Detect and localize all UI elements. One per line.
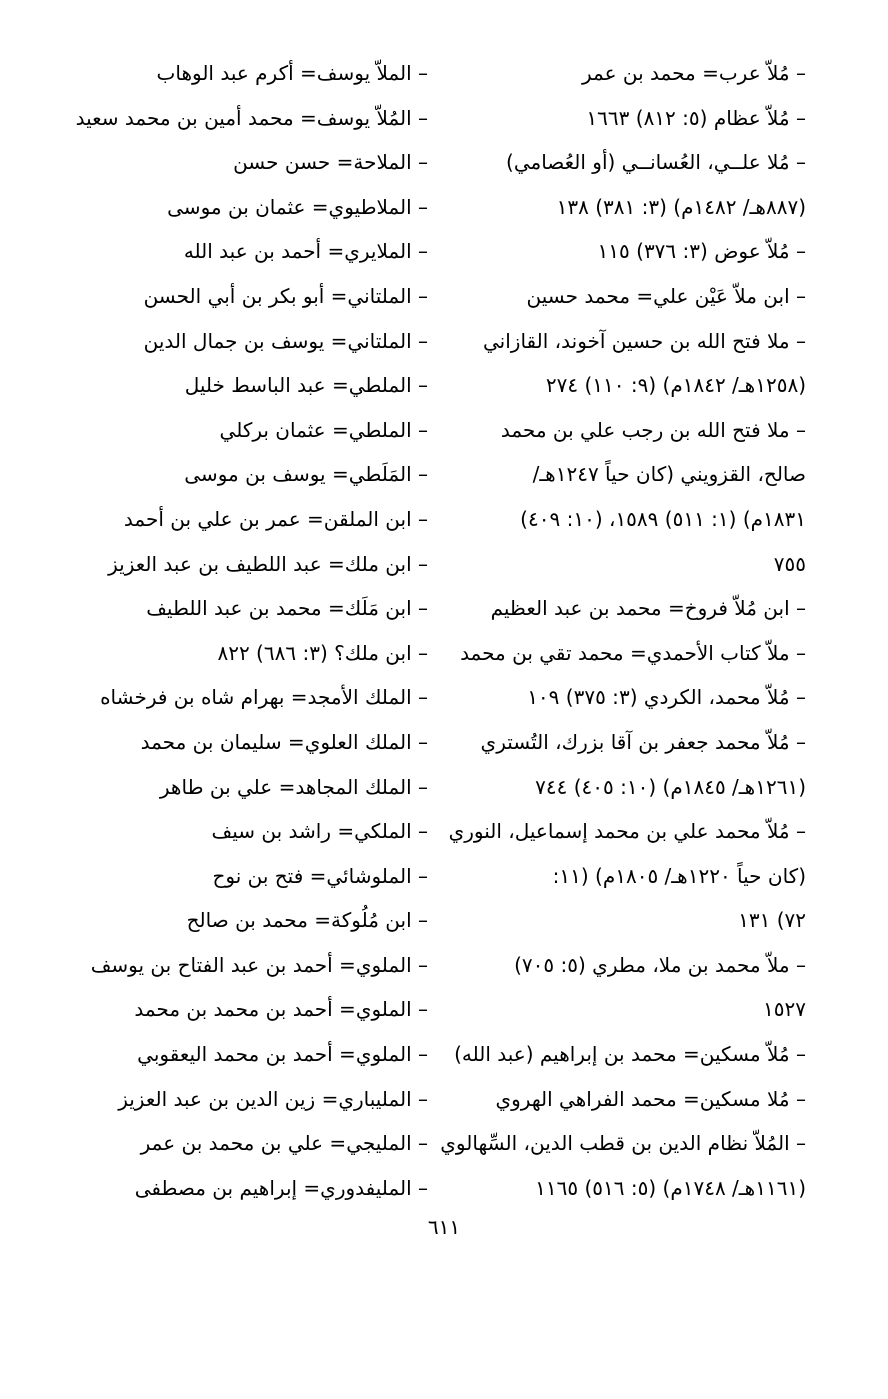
- index-entry: – مُلاّ محمد جعفر بن آقا بزرك، التُستري: [480, 729, 806, 754]
- index-entry: – ابن ملك= عبد اللطيف بن عبد العزيز: [108, 551, 428, 576]
- index-entry: – الملتاني= يوسف بن جمال الدين: [143, 328, 428, 353]
- index-entry: – الملك العلوي= سليمان بن محمد: [140, 729, 428, 754]
- index-entry: – الملك الأمجد= بهرام شاه بن فرخشاه: [100, 685, 428, 710]
- index-entry: – مُلاّ محمد، الكردي (٣: ٣٧٥) ١٠٩: [527, 685, 806, 710]
- index-entry: ٧٥٥: [773, 551, 806, 576]
- index-entry: – مُلاّ مسكين= محمد بن إبراهيم (عبد الله): [454, 1042, 806, 1067]
- index-entry: – الملطي= عبد الباسط خليل: [184, 373, 428, 398]
- index-entry: – ملاّ محمد بن ملا، مطري (٥: ٧٠٥): [514, 952, 806, 977]
- index-entry: – الملوي= أحمد بن عبد الفتاح بن يوسف: [90, 952, 428, 977]
- index-entry: ٧٢) ١٣١: [738, 908, 806, 933]
- left-column: [48, 51, 428, 1210]
- index-entry: – ابن الملقن= عمر بن علي بن أحمد: [123, 506, 428, 531]
- index-entry: – الملوي= أحمد بن محمد اليعقوبي: [137, 1042, 428, 1067]
- index-entry: – مُلاّ عوض (٣: ٣٧٦) ١١٥: [597, 239, 806, 264]
- index-entry: – مُلاّ عرب= محمد بن عمر: [582, 61, 806, 85]
- index-entry: (١٢٦١هـ/ ١٨٤٥م) (١٠: ٤٠٥) ٧٤٤: [535, 774, 806, 799]
- index-entry: – المُلاّ يوسف= محمد أمين بن محمد سعيد: [75, 105, 428, 130]
- index-entry: – الملوشائي= فتح بن نوح: [212, 863, 428, 888]
- index-entry: – الملاطيوي= عثمان بن موسى: [167, 194, 428, 219]
- index-entry: – مُلا علــي، العُسانــي (أو العُصامي): [506, 150, 806, 175]
- index-entry: ١٨٣١م) (١: ٥١١) ١٥٨٩، (١٠: ٤٠٩): [520, 506, 806, 531]
- index-entry: – ابن ملك؟ (٣: ٦٨٦) ٨٢٢: [217, 640, 428, 665]
- index-entry: صالح، القزويني (كان حياً ١٢٤٧هـ/: [532, 462, 806, 487]
- index-entry: – ابن ملاّ عَيْن علي= محمد حسين: [526, 283, 806, 308]
- index-entry: – المليفدوري= إبراهيم بن مصطفى: [134, 1175, 428, 1200]
- index-entry: – الملتاني= أبو بكر بن أبي الحسن: [143, 283, 428, 308]
- index-entry: – ملا فتح الله بن حسين آخوند، القازاني: [483, 328, 806, 353]
- index-entry: – الملايري= أحمد بن عبد الله: [183, 239, 428, 264]
- index-entry: – ملاّ كتاب الأحمدي= محمد تقي بن محمد: [460, 640, 806, 665]
- index-entry: – الملك المجاهد= علي بن طاهر: [159, 774, 428, 799]
- index-entry: – المَلَطي= يوسف بن موسى: [184, 462, 428, 487]
- index-entry: – الملوي= أحمد بن محمد بن محمد: [134, 997, 428, 1022]
- index-entry: – الملاحة= حسن حسن: [233, 150, 428, 175]
- index-entry: (١١٦١هـ/ ١٧٤٨م) (٥: ٥١٦) ١١٦٥: [535, 1175, 806, 1200]
- index-entry: – مُلاّ عظام (٥: ٨١٢) ١٦٦٣: [586, 105, 806, 130]
- index-entry: – الملكي= راشد بن سيف: [211, 819, 428, 844]
- index-entry: – المليباري= زين الدين بن عبد العزيز: [118, 1086, 428, 1111]
- index-entry: – الملاّ يوسف= أكرم عبد الوهاب: [156, 61, 428, 85]
- index-entry: (١٢٥٨هـ/ ١٨٤٢م) (٩: ١١٠) ٢٧٤: [545, 373, 806, 398]
- index-entry: – المليجي= علي بن محمد بن عمر: [140, 1131, 428, 1156]
- index-entry: – مُلا مسكين= محمد الفراهي الهروي: [495, 1086, 806, 1111]
- index-entry: – ابن مَلَك= محمد بن عبد اللطيف: [146, 596, 428, 621]
- index-entry: – مُلاّ محمد علي بن محمد إسماعيل، النوري: [448, 819, 806, 844]
- right-column: [440, 51, 806, 1210]
- index-entry: – المُلاّ نظام الدين بن قطب الدين، السِّهالوي: [440, 1131, 806, 1156]
- index-entry: (٨٨٧هـ/ ١٤٨٢م) (٣: ٣٨١) ١٣٨: [556, 194, 806, 219]
- index-entry: ١٥٢٧: [763, 997, 806, 1022]
- index-entry: – ابن مُلاّ فروخ= محمد بن عبد العظيم: [490, 596, 806, 621]
- index-entry: (كان حياً ١٢٢٠هـ/ ١٨٠٥م) (١١:: [552, 863, 806, 888]
- index-entry: – الملطي= عثمان بركلي: [219, 417, 428, 442]
- index-entry: – ملا فتح الله بن رجب علي بن محمد: [500, 417, 806, 442]
- page-number: ٦١١: [427, 1215, 461, 1239]
- index-entry: – ابن مُلُوكة= محمد بن صالح: [186, 908, 428, 933]
